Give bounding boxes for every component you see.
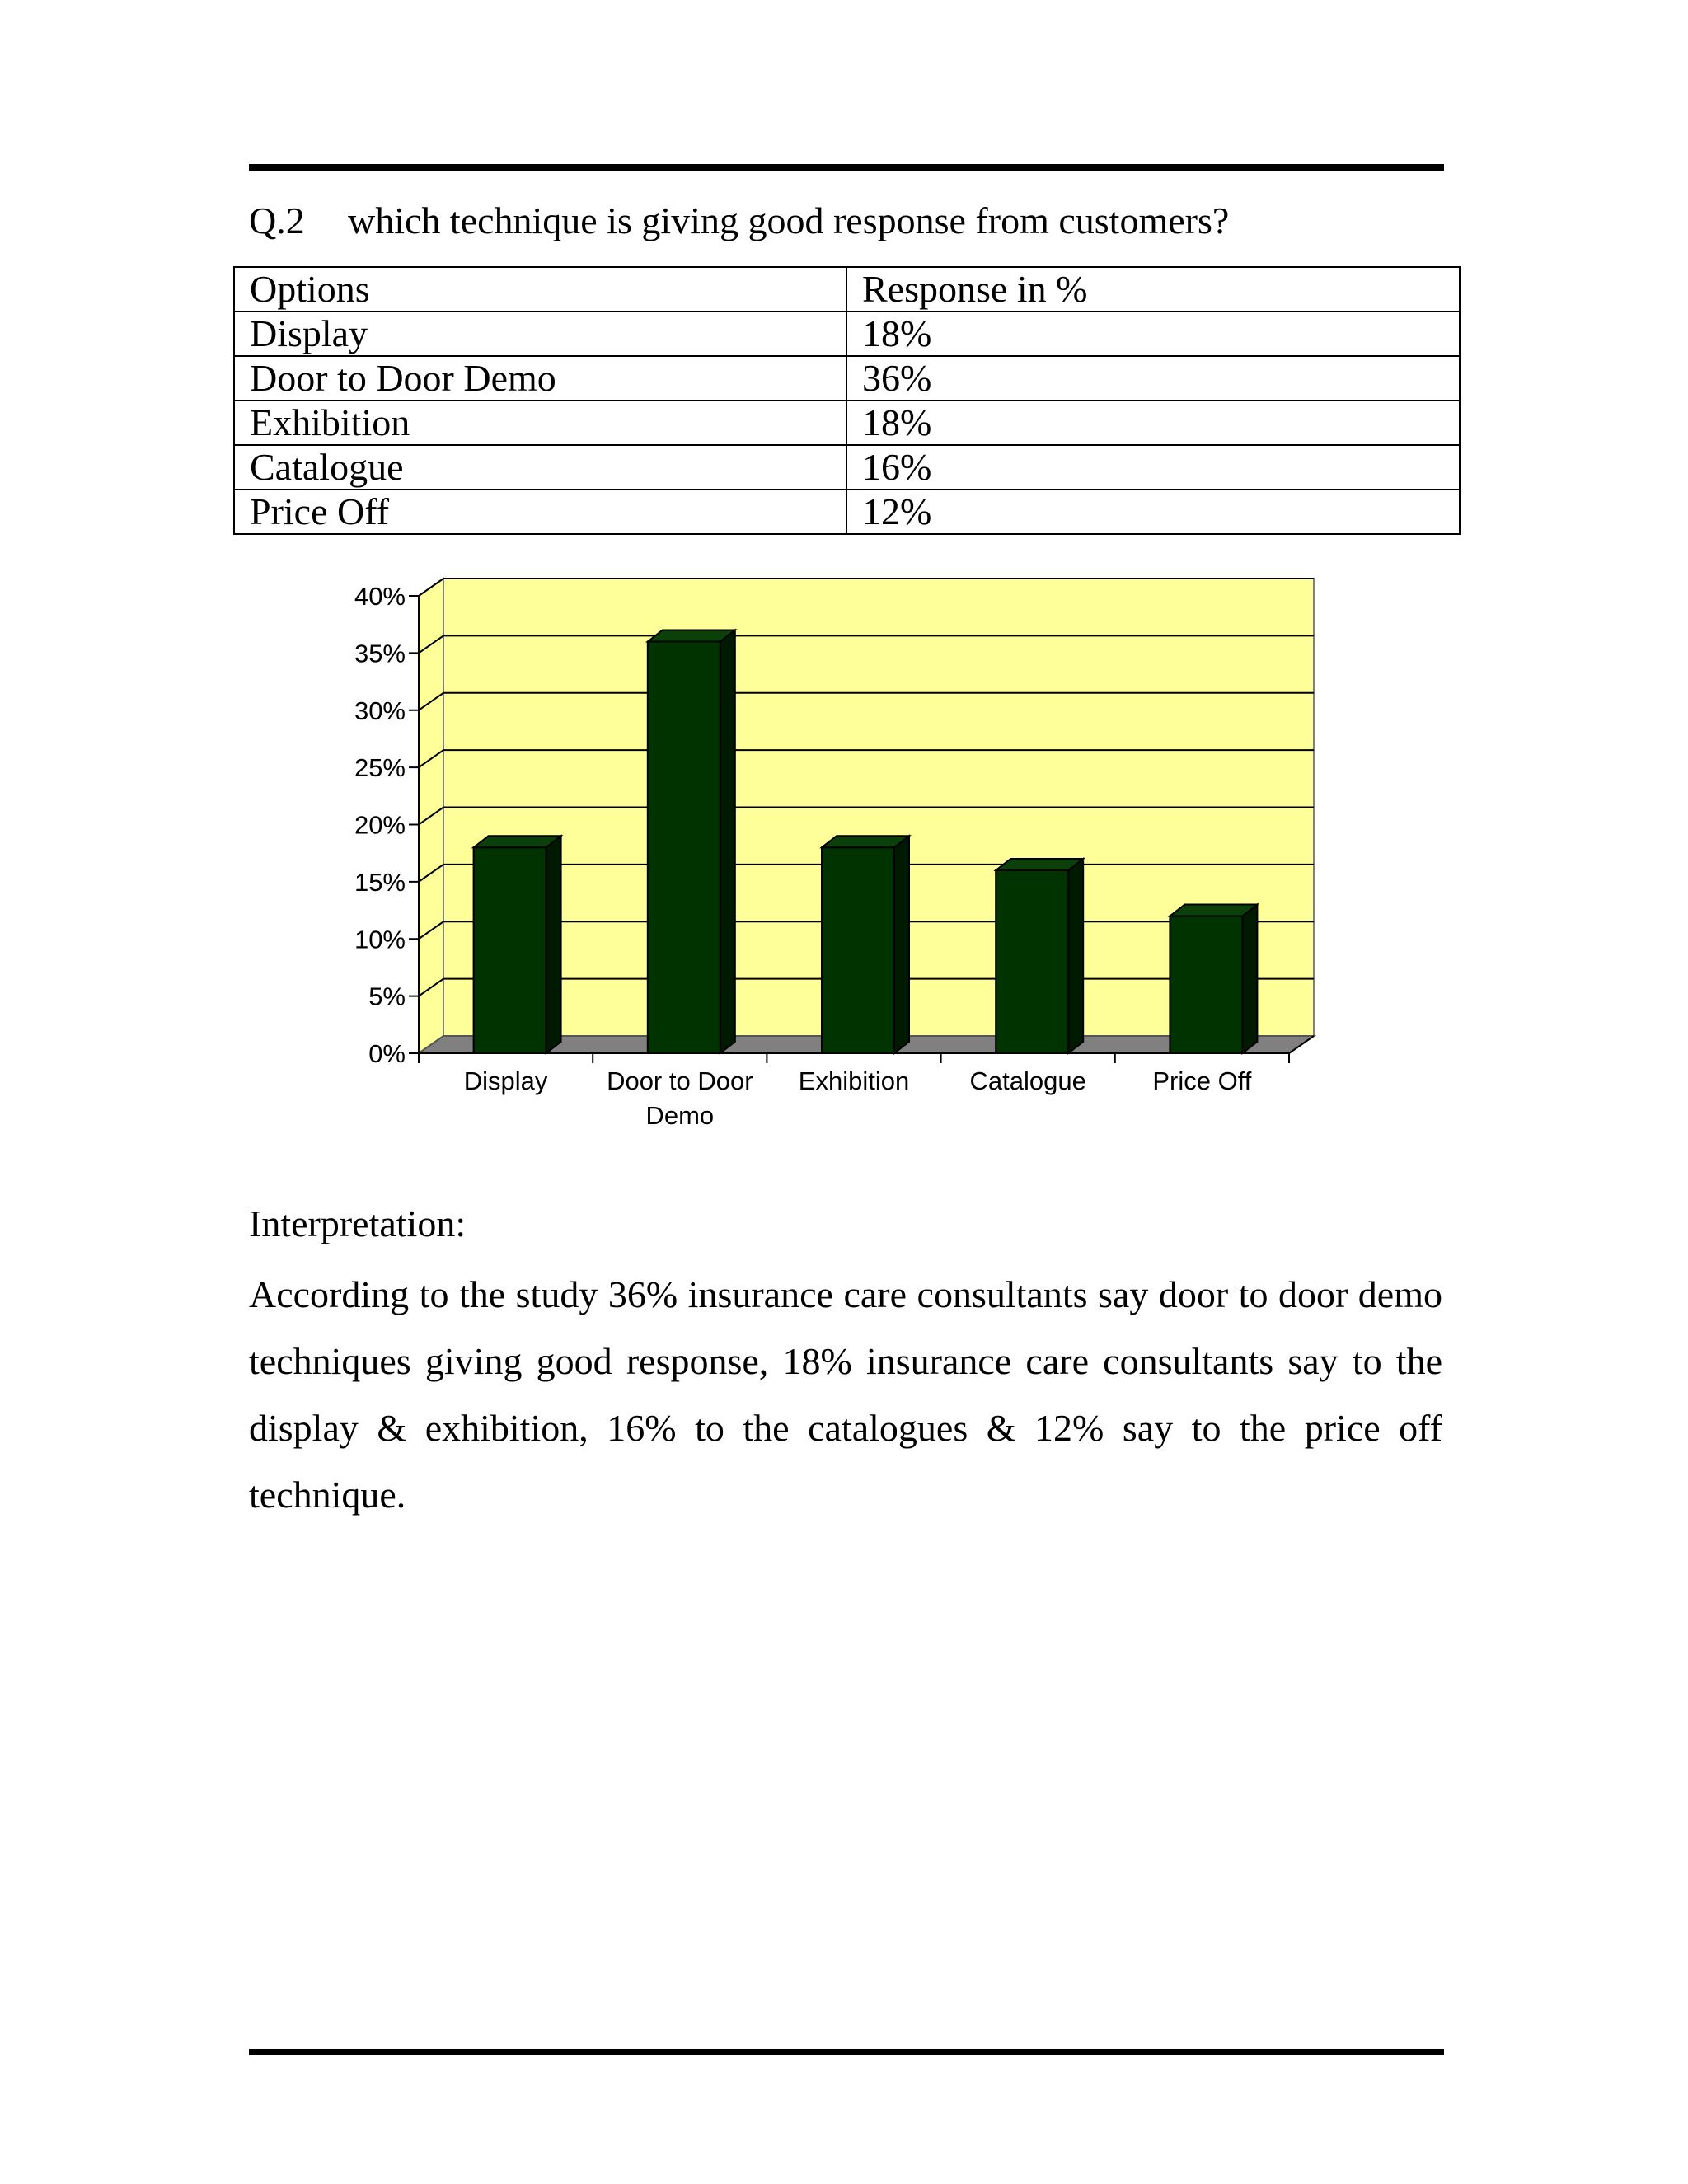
x-tick-label: Door to Door <box>607 1066 753 1095</box>
bar-side <box>546 836 561 1053</box>
table-row <box>234 356 1460 401</box>
y-tick-label: 10% <box>354 925 406 954</box>
question-number: Q.2 <box>249 199 305 241</box>
option-cell: Display <box>234 312 846 356</box>
response-cell: 36% <box>846 356 1460 401</box>
bar-top <box>822 836 909 847</box>
bar <box>996 870 1068 1053</box>
x-tick-label: Exhibition <box>798 1066 910 1095</box>
table-row <box>234 490 1460 534</box>
y-tick-label: 30% <box>354 696 406 725</box>
question-heading <box>249 196 1229 246</box>
x-tick-label: Display <box>463 1066 548 1095</box>
y-tick-label: 35% <box>354 639 406 668</box>
table-row <box>234 312 1460 356</box>
bar-side <box>1068 859 1083 1053</box>
y-tick-label: 25% <box>354 753 406 783</box>
table-row <box>234 445 1460 490</box>
response-cell: 18% <box>846 401 1460 445</box>
bar-side <box>894 836 909 1053</box>
interpretation-text: According to the study 36% insurance care consultants say door to door demo techniques giving good response, 18% insurance care consultants say to the display & exhibition, 16% to the catalogues & 12% say to the price off technique. <box>249 1273 1442 1516</box>
bar-side <box>1242 905 1257 1054</box>
response-cell: 16% <box>846 445 1460 490</box>
header-response: Response in % <box>846 267 1460 312</box>
bar-chart <box>330 569 1368 1146</box>
x-tick-label: Price Off <box>1152 1066 1252 1095</box>
bar-top <box>996 859 1083 870</box>
question-text: which technique is giving good response from customers? <box>348 199 1230 241</box>
bar-top <box>648 630 735 642</box>
response-table <box>233 266 1461 535</box>
table-header-row <box>234 267 1460 312</box>
top-rule <box>249 164 1444 171</box>
bar-side <box>720 630 735 1054</box>
header-options: Options <box>234 267 846 312</box>
x-tick-label: Catalogue <box>969 1066 1086 1095</box>
bar-top <box>474 836 561 847</box>
bar <box>1170 916 1242 1054</box>
response-cell: 18% <box>846 312 1460 356</box>
y-tick-label: 0% <box>368 1039 406 1068</box>
bar <box>648 642 720 1054</box>
y-tick-label: 5% <box>368 982 406 1011</box>
option-cell: Price Off <box>234 490 846 534</box>
bar-top <box>1170 905 1257 916</box>
bottom-rule <box>249 2049 1444 2055</box>
interpretation-title: Interpretation: <box>249 1202 467 1244</box>
y-tick-label: 20% <box>354 810 406 840</box>
table-row <box>234 401 1460 445</box>
option-cell: Door to Door Demo <box>234 356 846 401</box>
y-tick-label: 15% <box>354 867 406 897</box>
option-cell: Exhibition <box>234 401 846 445</box>
bar <box>822 847 894 1053</box>
bar <box>474 847 546 1053</box>
x-tick-label: Demo <box>645 1101 715 1130</box>
response-cell: 12% <box>846 490 1460 534</box>
y-tick-label: 40% <box>354 582 406 611</box>
option-cell: Catalogue <box>234 445 846 490</box>
